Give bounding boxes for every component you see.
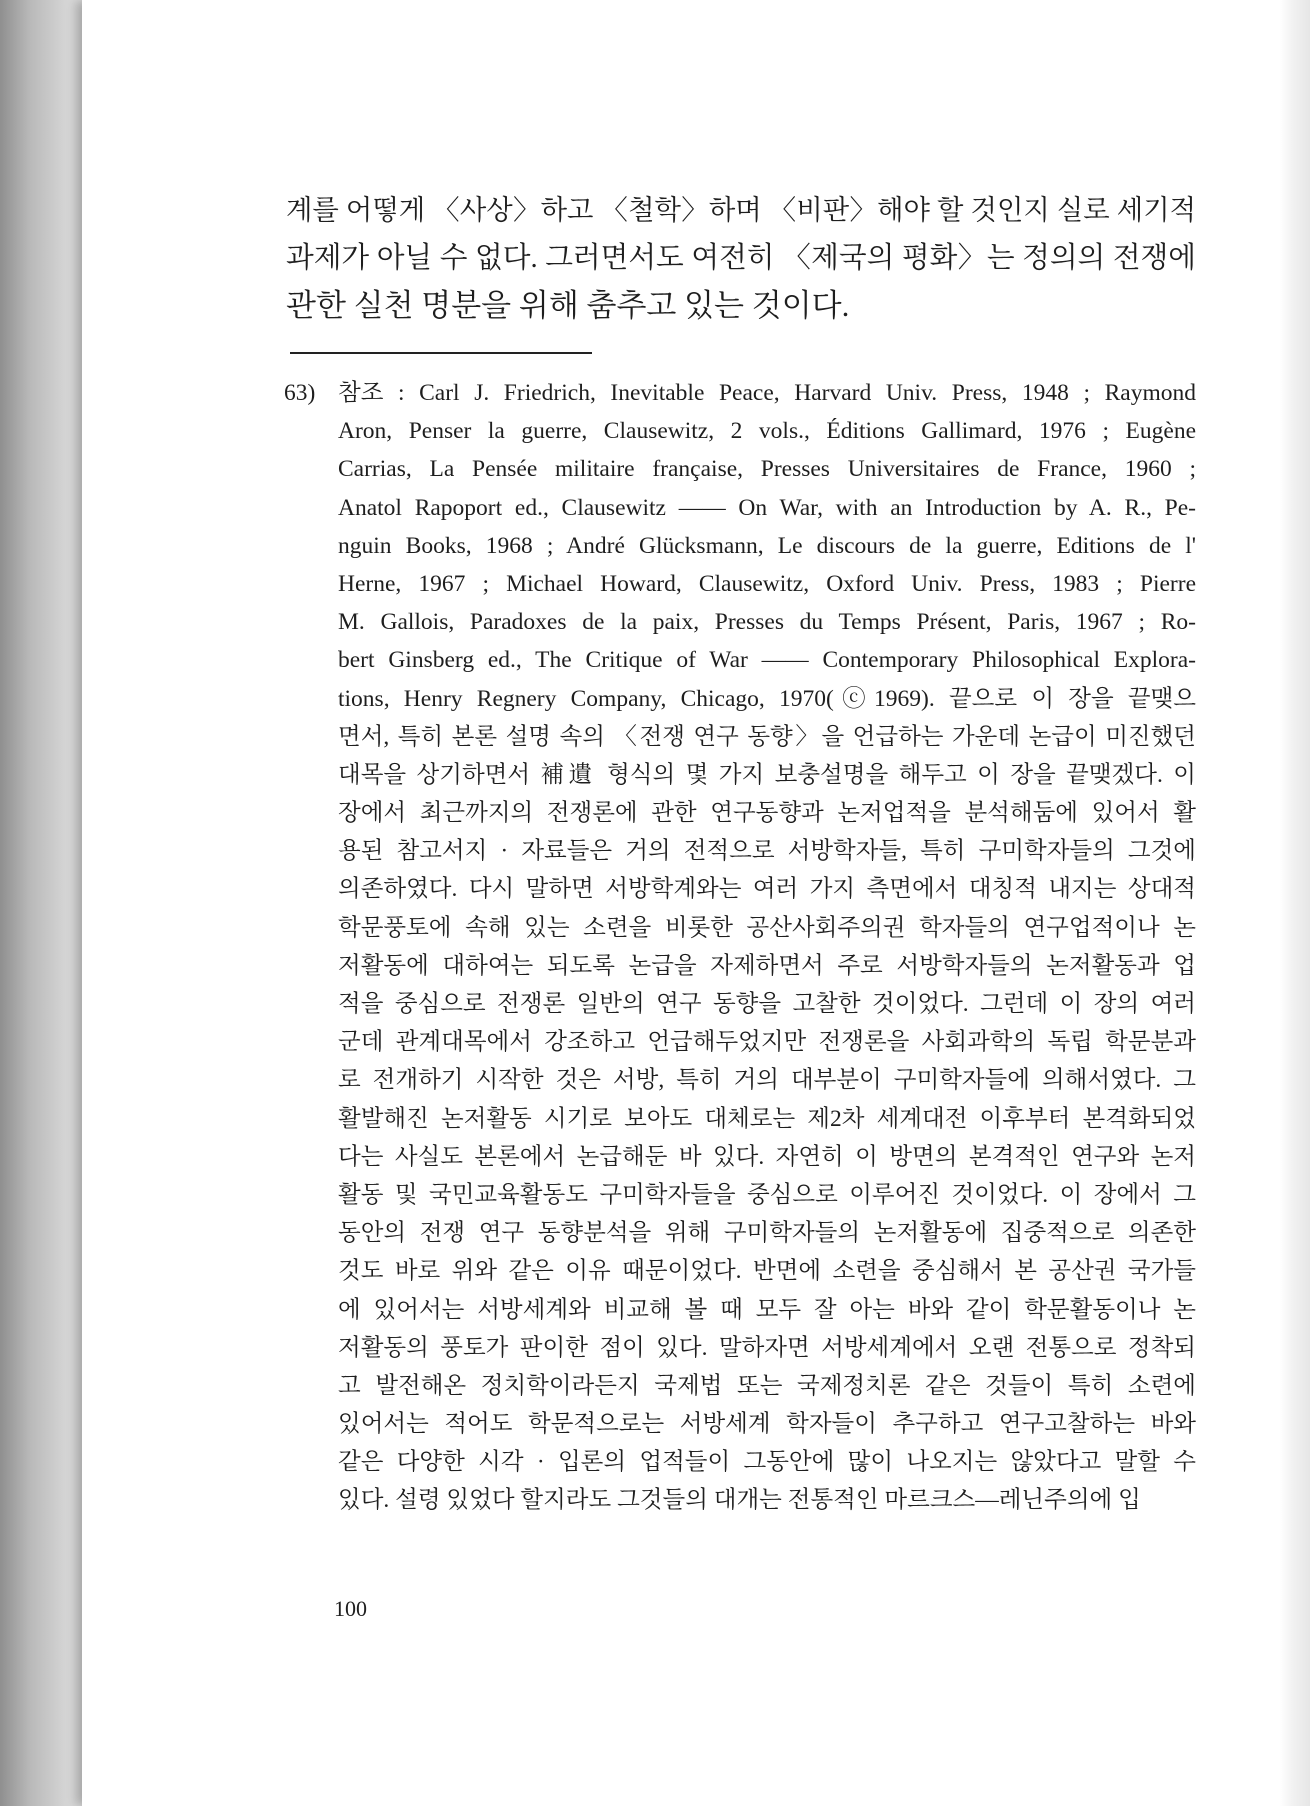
footnote-line: 학문풍토에 속해 있는 소련을 비롯한 공산사회주의권 학자들의 연구업적이나 논 [338, 914, 1196, 941]
footnote-line: 같은 다양한 시각 · 입론의 업적들이 그동안에 많이 나오지는 않았다고 말할 수 [338, 1449, 1196, 1476]
footnote-line: 용된 참고서지 · 자료들은 거의 전적으로 서방학자들, 특히 구미학자들의 그것에 [338, 838, 1196, 865]
footnote-line: 장에서 최근까지의 전쟁론에 관한 연구동향과 논저업적을 분석해둠에 있어서 활 [338, 800, 1196, 827]
footnote-line: 참조 : Carl J. Friedrich, Inevitable Peace, Harvard Univ. Press, 1948 ; Raymond [338, 380, 1196, 406]
footnote-line: 있어서는 적어도 학문적으로는 서방세계 학자들이 추구하고 연구고찰하는 바와 [338, 1411, 1196, 1438]
footnote-line: Anatol Rapoport ed., Clausewitz —— On War, with an Introduction by A. R., Pe- [338, 494, 1196, 521]
body-line: 관한 실천 명분을 위해 춤추고 있는 것이다. [286, 288, 850, 323]
body-paragraph [286, 186, 1196, 330]
footnote-line: 활발해진 논저활동 시기로 보아도 대체로는 제2차 세계대전 이후부터 본격화되었 [338, 1105, 1196, 1132]
footnote-divider [290, 352, 592, 354]
footnote-text [338, 374, 1196, 1520]
footnote-line: 에 있어서는 서방세계와 비교해 볼 때 모두 잘 아는 바와 같이 학문활동이나 논 [338, 1296, 1196, 1323]
footnote-line: 동안의 전쟁 연구 동향분석을 위해 구미학자들의 논저활동에 집중적으로 의존한 [338, 1220, 1196, 1247]
footnote-line: 저활동의 풍토가 판이한 점이 있다. 말하자면 서방세계에서 오랜 전통으로 정착되 [338, 1334, 1196, 1361]
footnote-line: 대목을 상기하면서 補遺 형식의 몇 가지 보충설명을 해두고 이 장을 끝맺겠다. 이 [338, 761, 1196, 788]
footnote-line: 면서, 특히 본론 설명 속의 〈전쟁 연구 동향〉을 언급하는 가운데 논급이 미진했던 [338, 723, 1196, 750]
footnote-line: 적을 중심으로 전쟁론 일반의 연구 동향을 고찰한 것이었다. 그런데 이 장의 여러 [338, 991, 1196, 1017]
footnote-number: 63) [284, 380, 316, 406]
footnote-line: bert Ginsberg ed., The Critique of War —— Contemporary Philosophical Explora- [338, 647, 1196, 674]
footnote-line: 다는 사실도 본론에서 논급해둔 바 있다. 자연히 이 방면의 본격적인 연구와 논저 [338, 1143, 1196, 1170]
body-line: 과제가 아닐 수 없다. 그러면서도 여전히 〈제국의 평화〉는 정의의 전쟁에 [286, 242, 1196, 274]
footnote-line: 활동 및 국민교육활동도 구미학자들을 중심으로 이루어진 것이었다. 이 장에서 그 [338, 1181, 1196, 1208]
footnote-line: 고 발전해온 정치학이라든지 국제법 또는 국제정치론 같은 것들이 특히 소련에 [338, 1372, 1196, 1399]
footnote-line: M. Gallois, Paradoxes de la paix, Presses du Temps Présent, Paris, 1967 ; Ro- [338, 609, 1196, 636]
footnote-line: 로 전개하기 시작한 것은 서방, 특히 거의 대부분이 구미학자들에 의해서였다. 그 [338, 1067, 1196, 1094]
footnote-line: Aron, Penser la guerre, Clausewitz, 2 vols., Éditions Gallimard, 1976 ; Eugène [338, 418, 1196, 445]
footnote-line: 저활동에 대하여는 되도록 논급을 자제하면서 주로 서방학자들의 논저활동과 업 [338, 952, 1196, 979]
footnote-line: Herne, 1967 ; Michael Howard, Clausewitz, Oxford Univ. Press, 1983 ; Pierre [338, 570, 1196, 597]
body-line: 계를 어떻게 〈사상〉하고 〈철학〉하며 〈비판〉해야 할 것인지 실로 세기적 [286, 195, 1196, 225]
footnote-line: 의존하였다. 다시 말하면 서방학계와는 여러 가지 측면에서 대칭적 내지는 상대적 [338, 876, 1196, 903]
footnote-line: 군데 관계대목에서 강조하고 언급해두었지만 전쟁론을 사회과학의 독립 학문분과 [338, 1029, 1196, 1056]
right-page-edge [1280, 0, 1310, 1806]
footnote-line: Carrias, La Pensée militaire française, Presses Universitaires de France, 1960 ; [338, 456, 1196, 483]
footnote-line: 있다. 설령 있었다 할지라도 그것들의 대개는 전통적인 마르크스—레닌주의에 입 [338, 1487, 1141, 1514]
footnote-line: nguin Books, 1968 ; André Glücksmann, Le discours de la guerre, Editions de l' [338, 532, 1196, 559]
page-number: 100 [334, 1596, 367, 1621]
footnote-line: tions, Henry Regnery Company, Chicago, 1970(ⓒ1969). 끝으로 이 장을 끝맺으 [338, 685, 1196, 712]
footnote-line: 것도 바로 위와 같은 이유 때문이었다. 반면에 소련을 중심해서 본 공산권 국가들 [338, 1258, 1196, 1285]
